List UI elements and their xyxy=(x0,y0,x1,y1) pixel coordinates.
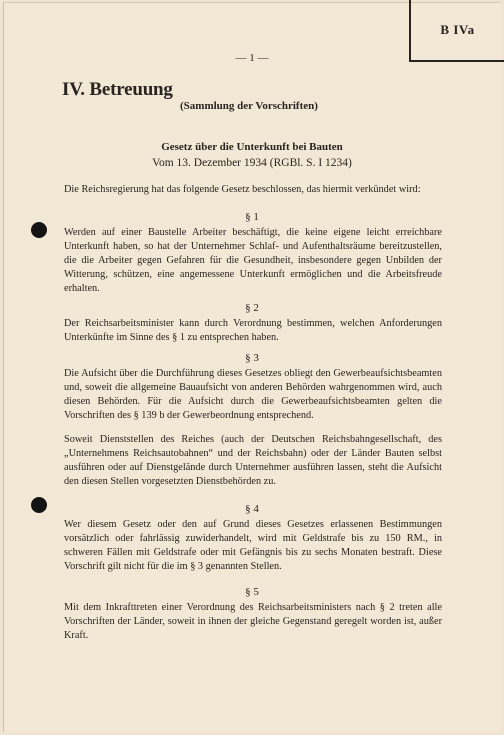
law-title: Gesetz über die Unterkunft bei Bauten xyxy=(161,141,343,153)
section-mark-2: § 2 xyxy=(245,302,259,314)
section-5-paragraph-1: Mit dem Inkrafttreten einer Verordnung des Reichsarbeitsministers nach § 2 treten alle Vorschriften der Länder, soweit in ihnen der gleiche Gegenstand geregelt worden ist, außer Kraft. xyxy=(64,602,442,641)
section-mark-3: § 3 xyxy=(245,352,259,364)
section-3-paragraph-2: Soweit Dienststellen des Reiches (auch der Deutschen Reichsbahngesellschaft, des „Unternehmens Reichsautobahnen“ und der Reichsbahn) oder der Länder Bauten selbst ausführen oder auf Dienstgelände durch Unternehmer ausführen lassen, steht die Aufsicht den diesen Stellen vorgesetzten Dienstbehörden zu. xyxy=(64,434,442,487)
section-2-paragraph-1: Der Reichsarbeitsminister kann durch Verordnung bestimmen, welchen Anforderungen Unterkünfte im Sinne des § 1 zu entsprechen haben. xyxy=(64,318,442,343)
section-mark-4: § 4 xyxy=(245,503,259,515)
page-number: — 1 — xyxy=(235,52,269,64)
section-mark-5: § 5 xyxy=(245,586,259,598)
section-mark-1: § 1 xyxy=(245,211,259,223)
punch-hole-top xyxy=(31,222,47,238)
intro-paragraph: Die Reichsregierung hat das folgende Gesetz beschlossen, das hiermit verkündet wird: xyxy=(64,184,421,195)
register-tab-label: B IVa xyxy=(440,22,475,37)
chapter-subtitle: (Sammlung der Vorschriften) xyxy=(180,100,318,112)
section-3-paragraph-1: Die Aufsicht über die Durchführung dieses Gesetzes obliegt den Gewerbeaufsichtsbeamten und, soweit die allgemeine Bauaufsicht von anderen Behörden wahrgenommen wird, auch diesen Behörden. Für die Aufsicht durch die Gewerbeaufsichtsbeamten gelten die Vorschriften des § 139 b der Gewerbeordnung entsprechend. xyxy=(64,368,442,421)
chapter-title: IV. Betreuung xyxy=(62,79,173,100)
section-4-paragraph-1: Wer diesem Gesetz oder den auf Grund dieses Gesetzes erlassenen Bestimmungen vorsätzlich oder fahrlässig zuwiderhandelt, wird mit Geldstrafe bis zu 150 RM., in schweren Fällen mit Geldstrafe oder mit Gefängnis bis zu sechs Monaten bestraft. Diese Vorschrift gilt nicht für die im § 3 genannten Stellen. xyxy=(64,519,442,572)
law-date: Vom 13. Dezember 1934 (RGBl. S. I 1234) xyxy=(152,157,352,169)
section-1-paragraph-1: Werden auf einer Baustelle Arbeiter beschäftigt, die keine eigene leicht erreichbare Unterkunft haben, so hat der Unternehmer Schlaf- und Aufenthaltsräume bereitzustellen, die die Arbeiter gegen Gefahren für die Gesundheit, insbesondere gegen Unbilden der Witterung, schützen, eine angemessene Unterkunft ermöglichen und die Arbeitsfreude erhalten. xyxy=(64,227,442,294)
